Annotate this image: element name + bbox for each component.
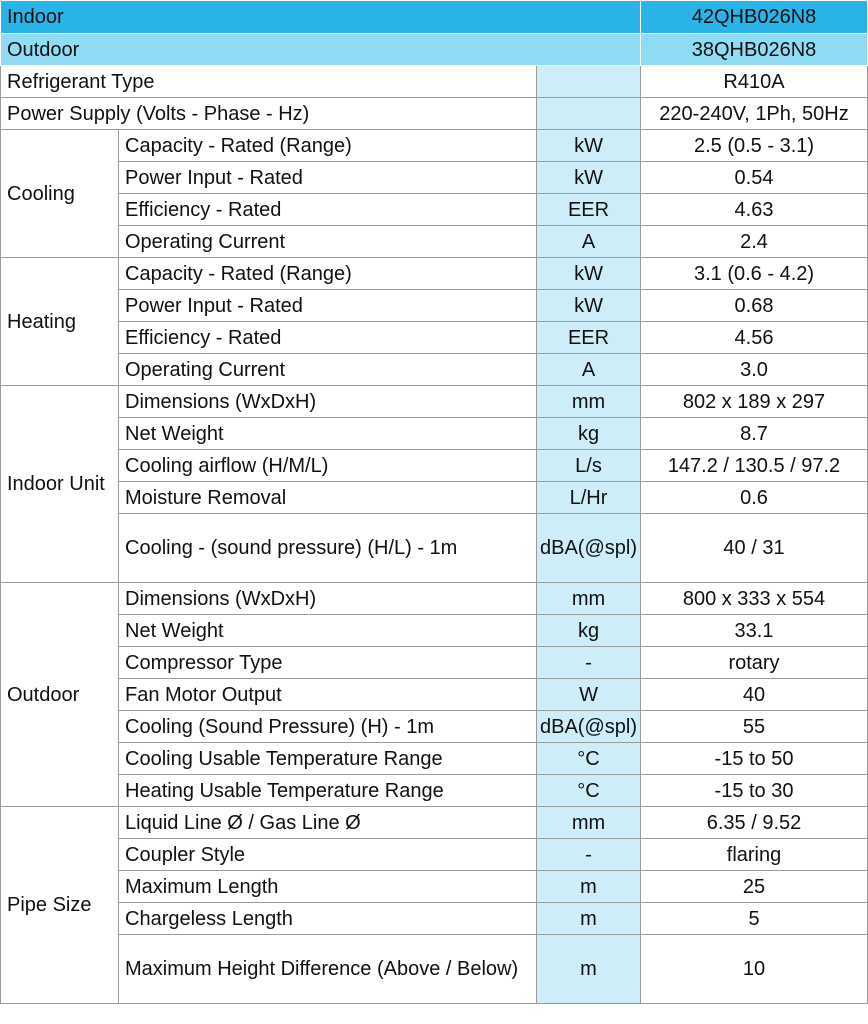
spec-unit: °C xyxy=(537,743,641,775)
spec-unit: °C xyxy=(537,775,641,807)
spec-unit: dBA(@spl) xyxy=(537,514,641,583)
group-label-cooling: Cooling xyxy=(1,130,119,258)
spec-value: 40 xyxy=(641,679,868,711)
table-row xyxy=(1,871,868,903)
table-row xyxy=(1,903,868,935)
group-label-pipe-size: Pipe Size xyxy=(1,807,119,1004)
spec-label: Dimensions (WxDxH) xyxy=(119,583,537,615)
spec-unit: EER xyxy=(537,194,641,226)
table-row xyxy=(1,130,868,162)
spec-unit: L/s xyxy=(537,450,641,482)
spec-label: Cooling - (sound pressure) (H/L) - 1m xyxy=(119,514,537,583)
spec-value: 3.1 (0.6 - 4.2) xyxy=(641,258,868,290)
spec-label: Dimensions (WxDxH) xyxy=(119,386,537,418)
header-indoor-model: 42QHB026N8 xyxy=(641,1,868,34)
spec-value: 0.68 xyxy=(641,290,868,322)
spec-label: Compressor Type xyxy=(119,647,537,679)
spec-value: -15 to 30 xyxy=(641,775,868,807)
table-row xyxy=(1,418,868,450)
spec-label: Coupler Style xyxy=(119,839,537,871)
spec-value: 3.0 xyxy=(641,354,868,386)
spec-value: 220-240V, 1Ph, 50Hz xyxy=(641,98,868,130)
spec-unit: m xyxy=(537,935,641,1004)
spec-unit: A xyxy=(537,226,641,258)
spec-label: Cooling Usable Temperature Range xyxy=(119,743,537,775)
spec-value: R410A xyxy=(641,66,868,98)
group-label-indoor-unit: Indoor Unit xyxy=(1,386,119,583)
table-row xyxy=(1,583,868,615)
spec-value: rotary xyxy=(641,647,868,679)
spec-unit: mm xyxy=(537,386,641,418)
table-row xyxy=(1,194,868,226)
spec-unit xyxy=(537,66,641,98)
spec-value: 4.63 xyxy=(641,194,868,226)
table-row xyxy=(1,807,868,839)
table-row xyxy=(1,66,868,98)
spec-label: Power Input - Rated xyxy=(119,162,537,194)
spec-label: Fan Motor Output xyxy=(119,679,537,711)
table-row xyxy=(1,647,868,679)
spec-value: 802 x 189 x 297 xyxy=(641,386,868,418)
spec-label: Capacity - Rated (Range) xyxy=(119,258,537,290)
table-row xyxy=(1,162,868,194)
spec-label: Operating Current xyxy=(119,226,537,258)
spec-value: 2.4 xyxy=(641,226,868,258)
table-row xyxy=(1,935,868,1004)
table-row xyxy=(1,482,868,514)
spec-unit: mm xyxy=(537,807,641,839)
spec-value: 4.56 xyxy=(641,322,868,354)
table-row xyxy=(1,226,868,258)
spec-unit: - xyxy=(537,839,641,871)
spec-label: Maximum Height Difference (Above / Below) xyxy=(119,935,537,1004)
table-row xyxy=(1,711,868,743)
spec-label: Cooling (Sound Pressure) (H) - 1m xyxy=(119,711,537,743)
spec-value: 0.54 xyxy=(641,162,868,194)
table-row xyxy=(1,615,868,647)
table-row xyxy=(1,775,868,807)
table-row xyxy=(1,290,868,322)
spec-unit xyxy=(537,98,641,130)
spec-value: 55 xyxy=(641,711,868,743)
spec-value: 5 xyxy=(641,903,868,935)
spec-value: 800 x 333 x 554 xyxy=(641,583,868,615)
spec-unit: L/Hr xyxy=(537,482,641,514)
group-label-heating: Heating xyxy=(1,258,119,386)
spec-label: Maximum Length xyxy=(119,871,537,903)
table-row xyxy=(1,258,868,290)
spec-unit: kg xyxy=(537,418,641,450)
spec-unit: A xyxy=(537,354,641,386)
spec-value: flaring xyxy=(641,839,868,871)
spec-label: Power Input - Rated xyxy=(119,290,537,322)
spec-value: 2.5 (0.5 - 3.1) xyxy=(641,130,868,162)
spec-value: 25 xyxy=(641,871,868,903)
table-row xyxy=(1,514,868,583)
spec-label: Efficiency - Rated xyxy=(119,194,537,226)
spec-label: Net Weight xyxy=(119,418,537,450)
table-row xyxy=(1,679,868,711)
spec-label: Refrigerant Type xyxy=(1,66,537,98)
spec-label: Operating Current xyxy=(119,354,537,386)
header-outdoor-label: Outdoor xyxy=(1,34,641,66)
spec-unit: mm xyxy=(537,583,641,615)
group-label-outdoor: Outdoor xyxy=(1,583,119,807)
header-row-indoor xyxy=(1,1,868,34)
spec-value: 10 xyxy=(641,935,868,1004)
header-indoor-label: Indoor xyxy=(1,1,641,34)
spec-unit: m xyxy=(537,871,641,903)
spec-label: Liquid Line Ø / Gas Line Ø xyxy=(119,807,537,839)
spec-value: -15 to 50 xyxy=(641,743,868,775)
table-row xyxy=(1,743,868,775)
spec-label: Capacity - Rated (Range) xyxy=(119,130,537,162)
spec-label: Net Weight xyxy=(119,615,537,647)
table-row xyxy=(1,98,868,130)
spec-value: 8.7 xyxy=(641,418,868,450)
spec-label: Moisture Removal xyxy=(119,482,537,514)
spec-label: Heating Usable Temperature Range xyxy=(119,775,537,807)
spec-unit: dBA(@spl) xyxy=(537,711,641,743)
spec-unit: kW xyxy=(537,162,641,194)
table-row xyxy=(1,386,868,418)
spec-unit: EER xyxy=(537,322,641,354)
spec-label: Chargeless Length xyxy=(119,903,537,935)
spec-label: Efficiency - Rated xyxy=(119,322,537,354)
spec-label: Cooling airflow (H/M/L) xyxy=(119,450,537,482)
spec-unit: kW xyxy=(537,290,641,322)
spec-unit: m xyxy=(537,903,641,935)
spec-label: Power Supply (Volts - Phase - Hz) xyxy=(1,98,537,130)
table-row xyxy=(1,322,868,354)
table-row xyxy=(1,450,868,482)
spec-value: 40 / 31 xyxy=(641,514,868,583)
spec-unit: kW xyxy=(537,258,641,290)
spec-value: 33.1 xyxy=(641,615,868,647)
header-outdoor-model: 38QHB026N8 xyxy=(641,34,868,66)
spec-value: 147.2 / 130.5 / 97.2 xyxy=(641,450,868,482)
spec-unit: W xyxy=(537,679,641,711)
spec-value: 6.35 / 9.52 xyxy=(641,807,868,839)
header-row-outdoor xyxy=(1,34,868,66)
table-row xyxy=(1,354,868,386)
spec-unit: - xyxy=(537,647,641,679)
spec-unit: kg xyxy=(537,615,641,647)
spec-unit: kW xyxy=(537,130,641,162)
table-row xyxy=(1,839,868,871)
spec-value: 0.6 xyxy=(641,482,868,514)
